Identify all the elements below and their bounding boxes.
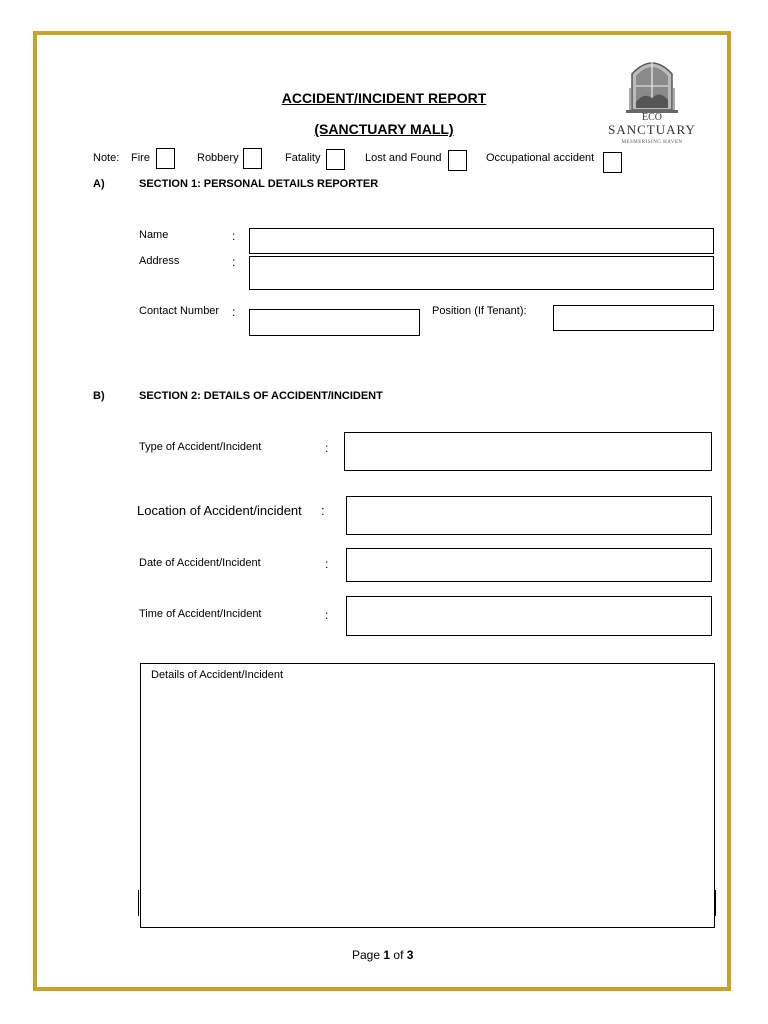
option-fire-label: Fire xyxy=(131,152,150,164)
fatality-checkbox[interactable] xyxy=(326,149,345,170)
logo-eco-text: ECO xyxy=(642,112,662,123)
option-occupational-accident-label: Occupational accident xyxy=(486,152,595,164)
lost-and-found-checkbox[interactable] xyxy=(448,150,467,171)
page-prefix: Page xyxy=(352,948,381,962)
report-subtitle: (SANCTUARY MALL) xyxy=(314,121,454,137)
name-colon: : xyxy=(232,229,236,243)
fire-checkbox[interactable] xyxy=(156,148,175,169)
details-right-tick xyxy=(715,890,716,916)
time-colon: : xyxy=(325,608,329,622)
page-of: of xyxy=(393,948,404,962)
contact-number-field[interactable] xyxy=(249,309,420,336)
note-label: Note: xyxy=(93,152,120,164)
eco-sanctuary-logo xyxy=(606,52,698,150)
option-robbery-label: Robbery xyxy=(197,152,239,164)
report-title: ACCIDENT/INCIDENT REPORT xyxy=(281,90,487,106)
details-field[interactable] xyxy=(140,663,715,928)
position-field[interactable] xyxy=(553,305,714,331)
date-field[interactable] xyxy=(346,548,712,582)
logo-sanctuary-text: SANCTUARY xyxy=(608,122,696,137)
page-total: 3 xyxy=(406,948,414,962)
name-field[interactable] xyxy=(249,228,714,254)
contact-number-label: Contact Number xyxy=(139,305,220,317)
date-label: Date of Accident/Incident xyxy=(139,557,261,569)
name-label: Name xyxy=(139,229,169,241)
logo-tagline: MESMERISING HAVEN xyxy=(621,140,683,145)
robbery-checkbox[interactable] xyxy=(243,148,262,169)
address-colon: : xyxy=(232,255,236,269)
time-label: Time of Accident/Incident xyxy=(139,608,262,620)
option-lost-and-found-label: Lost and Found xyxy=(365,152,442,164)
location-field[interactable] xyxy=(346,496,712,535)
address-field[interactable] xyxy=(249,256,714,290)
details-label: Details of Accident/Incident xyxy=(151,669,284,681)
section2-heading: SECTION 2: DETAILS OF ACCIDENT/INCIDENT xyxy=(139,390,383,402)
date-colon: : xyxy=(325,557,329,571)
occupational-accident-checkbox[interactable] xyxy=(603,152,622,173)
details-left-tick xyxy=(138,890,139,916)
page-number xyxy=(352,948,413,962)
section1-heading: SECTION 1: PERSONAL DETAILS REPORTER xyxy=(139,178,379,190)
section1-letter: A) xyxy=(93,178,105,190)
location-colon: : xyxy=(321,503,325,518)
type-label: Type of Accident/Incident xyxy=(139,441,262,453)
location-label: Location of Accident/incident xyxy=(137,503,302,518)
option-fatality-label: Fatality xyxy=(285,152,321,164)
type-colon: : xyxy=(325,441,329,455)
page-current: 1 xyxy=(383,948,391,962)
time-field[interactable] xyxy=(346,596,712,636)
position-label: Position (If Tenant): xyxy=(432,305,527,317)
section2-letter: B) xyxy=(93,390,105,402)
contact-number-colon: : xyxy=(232,305,236,319)
type-field[interactable] xyxy=(344,432,712,471)
address-label: Address xyxy=(139,255,180,267)
